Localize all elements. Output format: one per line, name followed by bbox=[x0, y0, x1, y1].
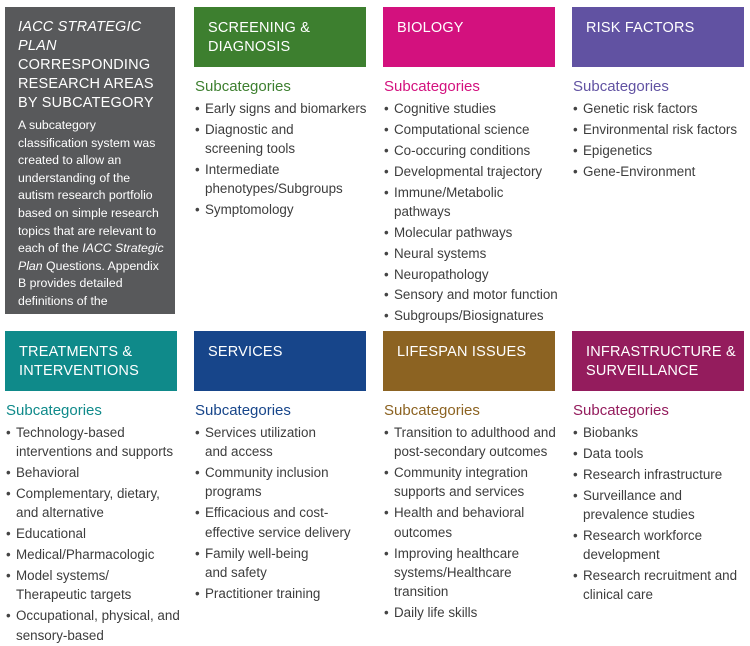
subcategory-item: • Biobanks bbox=[573, 423, 744, 442]
subcategory-item: • Daily life skills bbox=[384, 603, 555, 622]
card-lifespan-issues bbox=[383, 331, 555, 624]
card-title: TREATMENTS & INTERVENTIONS bbox=[19, 344, 139, 379]
subcategory-item: • Genetic risk factors bbox=[573, 99, 744, 118]
subcategory-item: • Complementary, dietary, and alternative bbox=[6, 484, 177, 523]
subcategory-item: • Surveillance and prevalence studies bbox=[573, 486, 744, 525]
card-header bbox=[572, 7, 744, 67]
subcategory-item: • Medical/Pharmacologic bbox=[6, 545, 177, 564]
card-biology bbox=[383, 7, 558, 327]
subcategory-item: • Improving healthcare systems/Healthcare transition bbox=[384, 544, 555, 602]
subcategory-item: • Gene-Environment bbox=[573, 162, 744, 181]
intro-title-rest: CORRESPONDING RESEARCH AREAS BY SUBCATEGORY bbox=[18, 57, 154, 111]
card-infrastructure-surveillance bbox=[572, 331, 744, 606]
intro-text bbox=[18, 117, 167, 346]
subcategories-label: Subcategories bbox=[195, 78, 291, 95]
subcategory-list bbox=[383, 99, 558, 326]
subcategory-item: • Community inclusion programs bbox=[195, 463, 366, 502]
card-title: SCREENING & DIAGNOSIS bbox=[208, 20, 311, 55]
subcategory-list bbox=[383, 423, 555, 622]
subcategory-item: • Early signs and biomarkers bbox=[195, 99, 366, 118]
card-header bbox=[194, 7, 366, 67]
subcategory-item: • Computational science bbox=[384, 120, 555, 139]
subcategory-item: • Services utilization and access bbox=[195, 423, 366, 462]
subcategories-label: Subcategories bbox=[573, 78, 669, 95]
subcategory-item: • Health and behavioral outcomes bbox=[384, 503, 555, 542]
subcategory-item: • Research workforce development bbox=[573, 526, 744, 565]
subcategories-label: Subcategories bbox=[6, 402, 102, 419]
subcategory-item: • Neural systems bbox=[384, 244, 555, 263]
subcategory-item: • Diagnostic and screening tools bbox=[195, 120, 366, 159]
intro-text-part1: A subcategory classification system was created to allow an understanding of the autism research portfolio based on simple research topics that are relevant to each of the bbox=[18, 118, 159, 256]
subcategory-item: • Sensory and motor function bbox=[384, 285, 555, 304]
intro-text-part2: Questions. Appendix B provides detailed definitions of the subcategory research bbox=[18, 258, 159, 326]
card-title: RISK FACTORS bbox=[586, 20, 695, 36]
subcategory-item: • Epigenetics bbox=[573, 141, 744, 160]
card-title: INFRASTRUCTURE & SURVEILLANCE bbox=[586, 344, 736, 379]
subcategory-item: • Community integration supports and services bbox=[384, 463, 555, 502]
intro-panel bbox=[5, 7, 175, 326]
subcategory-item: • Immune/Metabolic pathways bbox=[384, 183, 555, 222]
subcategory-item: • Transition to adulthood and post-secondary outcomes bbox=[384, 423, 555, 462]
subcategory-item: • Educational bbox=[6, 524, 177, 543]
subcategory-list bbox=[194, 99, 366, 220]
card-header bbox=[5, 331, 177, 391]
subcategories-label: Subcategories bbox=[195, 402, 291, 419]
subcategory-item: • Neuropathology bbox=[384, 265, 555, 284]
subcategories-label: Subcategories bbox=[384, 402, 480, 419]
subcategory-item: • Data tools bbox=[573, 444, 744, 463]
subcategory-item: • Subgroups/Biosignatures bbox=[384, 306, 555, 325]
card-treatments-interventions bbox=[5, 331, 180, 646]
subcategories-label: Subcategories bbox=[573, 402, 669, 419]
card-risk-factors bbox=[572, 7, 744, 183]
subcategory-item: • Intermediate phenotypes/Subgroups bbox=[195, 160, 366, 199]
subcategory-item: • Family well-being and safety bbox=[195, 544, 366, 583]
subcategory-item: • Practitioner training bbox=[195, 584, 366, 603]
subcategory-item: • Symptomology bbox=[195, 200, 366, 219]
card-title: LIFESPAN ISSUES bbox=[397, 344, 527, 360]
subcategory-item: • Occupational, physical, and sensory-based bbox=[6, 606, 177, 645]
subcategory-item: • Model systems/ Therapeutic targets bbox=[6, 566, 177, 605]
subcategory-item: • Cognitive studies bbox=[384, 99, 555, 118]
card-header bbox=[383, 7, 555, 67]
intro-text-italic: IACC Strategic Plan bbox=[18, 241, 164, 273]
subcategories-label: Subcategories bbox=[384, 78, 480, 95]
subcategory-item: • Co-occuring conditions bbox=[384, 141, 555, 160]
subcategory-item: • Environmental risk factors bbox=[573, 120, 744, 139]
subcategory-list bbox=[572, 99, 744, 181]
card-services bbox=[194, 331, 366, 605]
card-title: SERVICES bbox=[208, 344, 283, 360]
subcategory-list bbox=[194, 423, 366, 603]
subcategory-item: • Technology-based interventions and supports bbox=[6, 423, 177, 462]
card-header bbox=[572, 331, 744, 391]
intro-title bbox=[18, 18, 167, 113]
card-header bbox=[194, 331, 366, 391]
subcategory-item: • Developmental trajectory bbox=[384, 162, 555, 181]
card-title: BIOLOGY bbox=[397, 20, 464, 36]
subcategory-list bbox=[5, 423, 180, 645]
card-header bbox=[383, 331, 555, 391]
subcategory-item: • Research recruitment and clinical care bbox=[573, 566, 744, 605]
card-screening-diagnosis bbox=[194, 7, 366, 221]
intro-title-italic: IACC STRATEGIC PLAN bbox=[18, 19, 142, 54]
subcategory-item: • Efficacious and cost- effective service delivery bbox=[195, 503, 366, 542]
subcategory-list bbox=[572, 423, 744, 605]
subcategory-item: • Molecular pathways bbox=[384, 223, 555, 242]
subcategory-item: • Behavioral bbox=[6, 463, 177, 482]
subcategory-item: • Research infrastructure bbox=[573, 465, 744, 484]
